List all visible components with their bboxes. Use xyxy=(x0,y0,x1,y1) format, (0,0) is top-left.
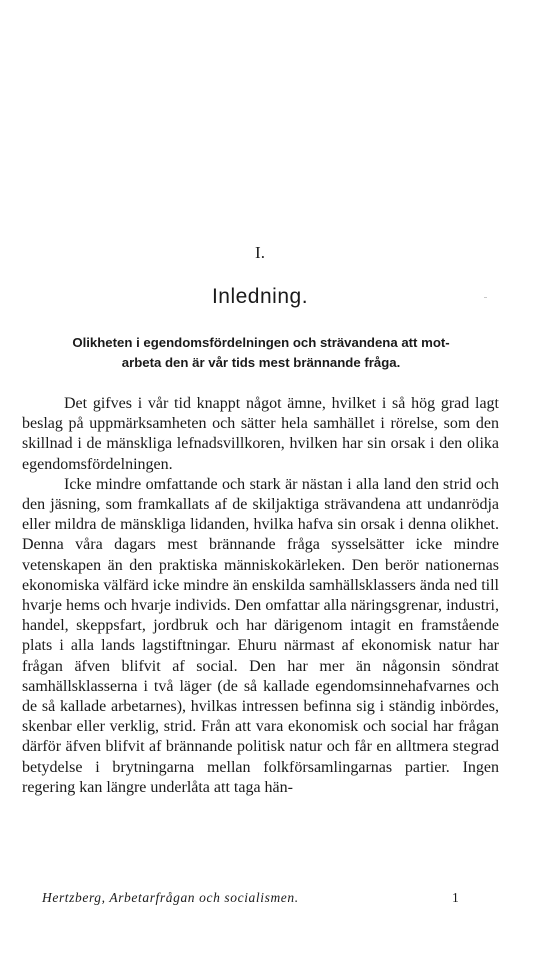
chapter-number: I. xyxy=(255,243,265,262)
page-footer-signature: Hertzberg, Arbetarfrågan och socialismen. xyxy=(42,890,299,905)
print-speck xyxy=(484,297,487,298)
chapter-title: Inledning. xyxy=(211,285,309,308)
body-text xyxy=(22,394,499,798)
chapter-subtitle xyxy=(22,333,500,373)
subtitle-line-1: Olikheten i egendomsfördelningen och strävandena att mot- xyxy=(72,335,450,350)
sheet-signature-number: 1 xyxy=(452,890,459,905)
subtitle-line-2: arbeta den är vår tids mest brännande fråga. xyxy=(121,355,401,370)
paragraph-1: Det gifves i vår tid knappt något ämne, hvilket i så hög grad lagt beslag på uppmärksamheten och sätter hela samhället i rörelse, som den skillnad i de mänskliga lefnadsvillkoren, hvilken har sin orsak i den olika egendomsfördelningen. xyxy=(22,395,499,473)
paragraph-2: Icke mindre omfattande och stark är nästan i alla land den strid och den jäsning, som framkallats af de skiljaktiga strävandena att undanrödja eller mildra de mänskliga lidanden, hvilka hafva sin orsak i denna olikhet. Denna våra dagars mest brännande fråga sysselsätter icke mindre vetenskapen än den praktiska människokärleken. Den berör nationernas ekonomiska välfärd icke mindre än enskilda samhällsklassers ända ned till hvarje hems och hvarje individs. Den omfattar alla näringsgrenar, industri, handel, skeppsfart, jordbruk och har därigenom intagit en framstående plats i alla lands lagstiftningar. Ehuru närmast af ekonomisk natur har frågan äfven blifvit af social. Den har mer än någonsin söndrat samhällsklasserna i två läger (de så kallade egendomsinnehafvarnes och de så kallade arbetarnes), hvilkas intressen befinna sig i ständig inbördes, skenbar eller verklig, strid. Från att vara ekonomisk och social har frågan därför äfven blifvit af brännande politisk natur och får en alltmera stegrad betydelse i brytningarna mellan folkförsamlingarnas partier. Ingen regering kan längre underlåta att taga hän- xyxy=(22,475,499,796)
